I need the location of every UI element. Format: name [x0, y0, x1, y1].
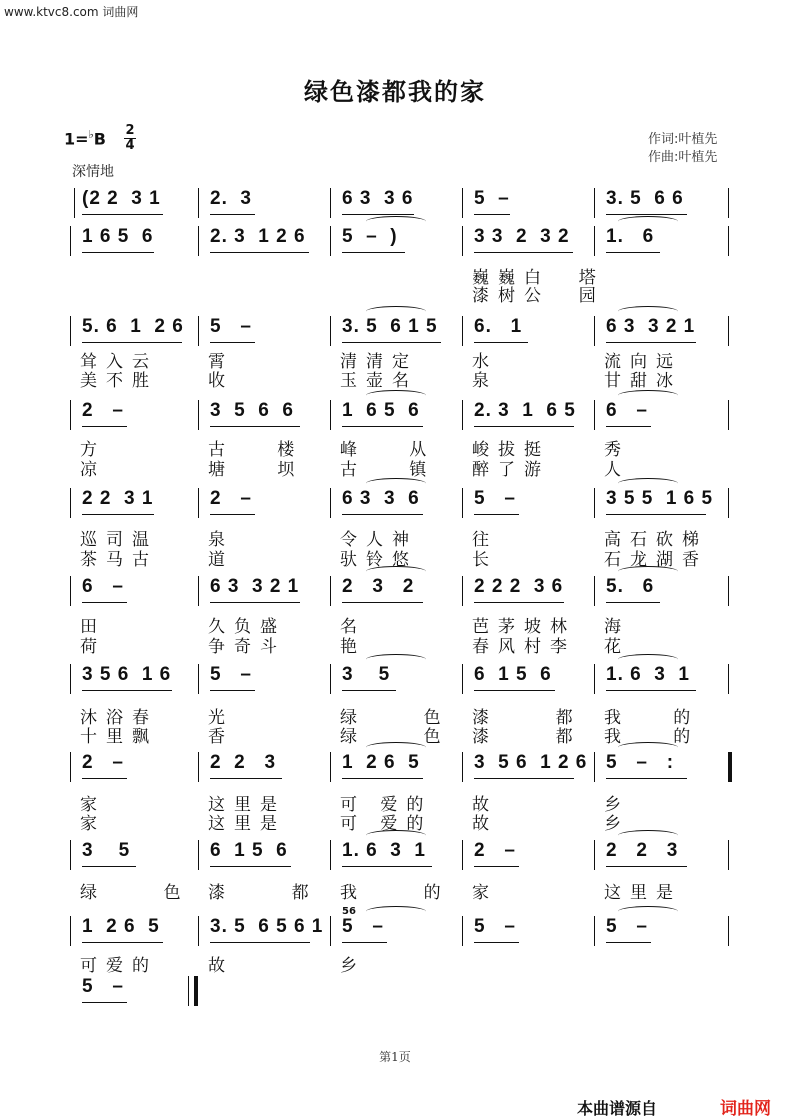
bar-line — [198, 226, 199, 256]
lyric-text: 我 的 — [604, 708, 700, 728]
bar-line — [70, 916, 71, 946]
lyric-text: 这里是 — [208, 814, 286, 834]
measure-notes: 6 3 3 6 — [342, 188, 414, 209]
measure-notes: (2 2 3 1 — [82, 188, 161, 209]
lyric-text: 花 — [604, 637, 630, 657]
beam-line — [82, 342, 182, 343]
bar-line — [198, 188, 199, 218]
lyric-text: 古 镇 — [340, 460, 436, 480]
bar-line — [728, 188, 729, 218]
bar-line — [594, 916, 595, 946]
measure-notes: 5 – : — [606, 752, 675, 773]
beam-line — [606, 514, 706, 515]
meter-bottom: 4 — [125, 138, 135, 153]
lyric-text: 争奇斗 — [208, 637, 286, 657]
measure-notes: 2. 3 1 2 6 — [210, 226, 306, 247]
beam-line — [342, 214, 414, 215]
lyric-text: 故 — [472, 795, 498, 815]
lyric-text: 漆树公 园 — [472, 286, 605, 306]
bar-line — [462, 664, 463, 694]
lyric-text: 乡 — [340, 956, 366, 976]
measure-notes: 1 2 6 5 — [82, 916, 160, 937]
measure-notes: 5 – — [474, 488, 516, 509]
page-number: 第1页 — [379, 1050, 411, 1064]
beam-line — [210, 866, 291, 867]
lyric-text: 漆 都 — [472, 727, 582, 747]
staff-row — [62, 312, 732, 348]
beam-line — [606, 866, 687, 867]
slur-mark — [366, 216, 426, 227]
measure-notes: 5 – — [210, 316, 252, 337]
beam-line — [474, 690, 555, 691]
measure-notes: 6 3 3 2 1 — [210, 576, 300, 597]
beam-line — [474, 342, 528, 343]
beam-line — [342, 514, 423, 515]
bar-line — [728, 316, 729, 346]
lyric-text: 家 — [80, 795, 106, 815]
lyric-text: 香 — [208, 727, 234, 747]
measure-notes: 5. 6 — [606, 576, 655, 597]
beam-line — [342, 866, 432, 867]
measure-notes: 2 – — [82, 752, 124, 773]
measure-notes: 1. 6 3 1 — [606, 664, 690, 685]
lyric-text: 泉 — [472, 371, 498, 391]
lyric-text: 流向远 — [604, 352, 682, 372]
final-bar-line — [188, 976, 189, 1006]
measure-notes: 2 2 3 1 — [82, 488, 154, 509]
measure-notes: 2 3 2 — [342, 576, 415, 597]
bar-line — [594, 488, 595, 518]
key-prefix: 1= — [64, 129, 89, 149]
bar-line — [594, 576, 595, 606]
measure-notes: 1 6 5 6 — [82, 226, 154, 247]
bar-line — [594, 400, 595, 430]
bar-line — [462, 226, 463, 256]
bar-line — [330, 226, 331, 256]
bar-line — [198, 752, 199, 782]
beam-line — [474, 514, 519, 515]
bar-line — [330, 316, 331, 346]
lyric-text: 醉了游 — [472, 460, 550, 480]
source-label: 本曲谱源自 — [577, 1099, 658, 1118]
key-note: B — [93, 129, 106, 149]
beam-line — [210, 214, 255, 215]
measure-notes: 6 – — [82, 576, 124, 597]
lyric-text: 乡 — [604, 814, 630, 834]
measure-notes: 2 2 3 — [606, 840, 679, 861]
lyric-text: 水 — [472, 352, 498, 372]
beam-line — [210, 252, 309, 253]
measure-notes: 5 – — [210, 664, 252, 685]
lyric-text: 石龙湖香 — [604, 550, 708, 570]
bar-line — [198, 664, 199, 694]
flat-sign: ♭ — [88, 128, 94, 141]
measure-notes: 6 3 3 2 1 — [606, 316, 696, 337]
staff-row — [62, 748, 732, 784]
lyric-text: 玉壶名 — [340, 371, 418, 391]
measure-notes: 5 – — [474, 916, 516, 937]
bar-line — [462, 316, 463, 346]
lyric-text: 田 — [80, 617, 106, 637]
staff-row — [62, 572, 732, 608]
bar-line — [198, 840, 199, 870]
lyric-text: 古 楼 — [208, 440, 304, 460]
measure-notes: 3 5 — [82, 840, 131, 861]
expression-mark: 深情地 — [72, 164, 114, 180]
measure-notes: 6 1 5 6 — [210, 840, 288, 861]
lyric-text: 人 — [604, 460, 630, 480]
lyric-text: 绿 色 — [340, 727, 450, 747]
staff-row — [62, 660, 732, 696]
bar-line — [74, 188, 75, 218]
slur-mark — [618, 390, 678, 401]
lyric-text: 春风村李 — [472, 637, 576, 657]
bar-line — [330, 188, 331, 218]
lyric-text: 耸入云 — [80, 352, 158, 372]
bar-line — [462, 400, 463, 430]
lyric-text: 令人神 — [340, 530, 418, 550]
beam-line — [82, 1002, 127, 1003]
lyric-text: 我 的 — [604, 727, 700, 747]
bar-line — [594, 840, 595, 870]
bar-line — [198, 576, 199, 606]
measure-notes: 1 6 5 6 — [342, 400, 420, 421]
bar-line — [330, 576, 331, 606]
lyric-text: 乡 — [604, 795, 630, 815]
beam-line — [82, 514, 154, 515]
measure-notes: 6 1 5 6 — [474, 664, 552, 685]
bar-line — [594, 752, 595, 782]
lyric-text: 漆 都 — [472, 708, 582, 728]
site-logo[interactable]: 词曲网 — [720, 1099, 771, 1119]
beam-line — [474, 942, 519, 943]
lyric-text: 绿 色 — [80, 883, 190, 903]
staff-row — [62, 836, 732, 872]
lyric-text: 海 — [604, 617, 630, 637]
slur-mark — [366, 390, 426, 401]
measure-notes: 6. 1 — [474, 316, 523, 337]
measure-notes: 3. 5 6 1 5 — [342, 316, 438, 337]
lyric-text: 方 — [80, 440, 106, 460]
beam-line — [606, 778, 687, 779]
lyric-text: 清清定 — [340, 352, 418, 372]
lyric-text: 巡司温 — [80, 530, 158, 550]
beam-line — [342, 602, 423, 603]
lyric-text: 芭茅坡林 — [472, 617, 576, 637]
measure-notes: 3. 5 6 5 6 1 — [210, 916, 324, 937]
measure-notes: 3 5 5 1 6 5 — [606, 488, 714, 509]
staff-row — [62, 906, 732, 948]
measure-notes: 1 2 6 5 — [342, 752, 420, 773]
bar-line — [198, 488, 199, 518]
lyric-text: 十里飘 — [80, 727, 158, 747]
measure-notes: 2 – — [210, 488, 252, 509]
bar-line — [70, 576, 71, 606]
beam-line — [210, 602, 300, 603]
bar-line — [462, 752, 463, 782]
bar-line — [194, 976, 198, 1006]
beam-line — [606, 942, 651, 943]
measure-notes: 3 5 6 1 6 — [82, 664, 172, 685]
bar-line — [462, 488, 463, 518]
bar-line — [330, 488, 331, 518]
slur-mark — [366, 306, 426, 317]
bar-line — [728, 840, 729, 870]
bar-line — [70, 752, 71, 782]
bar-line — [330, 916, 331, 946]
bar-line — [728, 400, 729, 430]
lyric-text: 绿 色 — [340, 708, 450, 728]
lyric-text: 家 — [472, 883, 498, 903]
lyric-text: 泉 — [208, 530, 234, 550]
bar-line — [198, 316, 199, 346]
lyric-text: 家 — [80, 814, 106, 834]
beam-line — [82, 214, 163, 215]
beam-line — [342, 252, 405, 253]
measure-notes: 1. 6 3 1 — [342, 840, 426, 861]
measure-notes: 5 – — [606, 916, 648, 937]
measure-notes: 1. 6 — [606, 226, 655, 247]
bar-line — [330, 664, 331, 694]
lyric-text: 光 — [208, 708, 234, 728]
measure-notes: 5 – — [474, 188, 510, 209]
bar-line — [594, 188, 595, 218]
beam-line — [342, 342, 441, 343]
beam-line — [82, 866, 136, 867]
bar-line — [728, 226, 729, 256]
lyric-text: 高石砍梯 — [604, 530, 708, 550]
lyric-text: 荷 — [80, 637, 106, 657]
measure-notes: 6 – — [606, 400, 648, 421]
slur-mark — [366, 906, 426, 917]
bar-line — [594, 316, 595, 346]
measure-notes: 3 5 — [342, 664, 391, 685]
lyric-text: 艳 — [340, 637, 366, 657]
staff-row — [62, 396, 732, 432]
lyric-text: 道 — [208, 550, 234, 570]
lyric-text: 霄 — [208, 352, 234, 372]
bar-line — [728, 488, 729, 518]
bar-line — [70, 488, 71, 518]
beam-line — [342, 778, 423, 779]
lyric-text: 可 爱的 — [340, 795, 433, 815]
song-title: 绿色漆都我的家 — [304, 78, 486, 106]
lyric-text: 这里是 — [208, 795, 286, 815]
lyric-text: 峰 从 — [340, 440, 436, 460]
meter-top: 2 — [125, 123, 135, 138]
measure-notes: 2 2 3 — [210, 752, 277, 773]
bar-line — [198, 400, 199, 430]
measure-notes: 2. 3 — [210, 188, 252, 209]
bar-line — [462, 840, 463, 870]
composer-credit: 作曲:叶植先 — [648, 150, 718, 165]
beam-line — [82, 690, 172, 691]
bar-line — [594, 664, 595, 694]
lyric-text: 久负盛 — [208, 617, 286, 637]
key-signature — [64, 128, 106, 148]
lyric-text: 巍巍白 塔 — [472, 268, 605, 288]
measure-notes: 5 – — [342, 916, 384, 937]
lyric-text: 峻拔挺 — [472, 440, 550, 460]
slur-mark — [618, 306, 678, 317]
beam-line — [474, 214, 510, 215]
measure-notes: 6 3 3 6 — [342, 488, 420, 509]
beam-line — [210, 942, 310, 943]
lyric-text: 往 — [472, 530, 498, 550]
lyric-text: 名 — [340, 617, 366, 637]
bar-line — [70, 226, 71, 256]
lyric-text: 驮铃悠 — [340, 550, 418, 570]
measure-notes: 3 5 6 1 2 6 — [474, 752, 588, 773]
measure-notes: 2 2 2 3 6 — [474, 576, 564, 597]
measure-notes: 3. 5 6 6 — [606, 188, 684, 209]
site-url[interactable]: www.ktvc8.com 词曲网 — [4, 5, 139, 19]
beam-line — [342, 942, 387, 943]
grace-notes: 56 — [342, 906, 356, 917]
measure-notes: 5 – — [82, 976, 124, 997]
beam-line — [606, 426, 651, 427]
lyric-text: 甘甜冰 — [604, 371, 682, 391]
bar-line — [330, 752, 331, 782]
beam-line — [474, 778, 574, 779]
lyric-text: 茶马古 — [80, 550, 158, 570]
measure-notes: 2. 3 1 6 5 — [474, 400, 576, 421]
lyric-text: 沐浴春 — [80, 708, 158, 728]
beam-line — [606, 602, 660, 603]
slur-mark — [618, 216, 678, 227]
bar-line — [330, 400, 331, 430]
beam-line — [606, 214, 687, 215]
beam-line — [606, 690, 696, 691]
lyric-text: 我 的 — [340, 883, 450, 903]
bar-line — [462, 188, 463, 218]
beam-line — [474, 602, 564, 603]
bar-line — [70, 664, 71, 694]
beam-line — [82, 602, 127, 603]
lyric-text: 可爱的 — [80, 956, 158, 976]
beam-line — [82, 942, 163, 943]
beam-line — [82, 252, 154, 253]
bar-line — [198, 916, 199, 946]
lyric-text: 故 — [472, 814, 498, 834]
lyric-text: 可 爱的 — [340, 814, 433, 834]
beam-line — [210, 426, 300, 427]
measure-notes: 2 – — [82, 400, 124, 421]
lyric-text: 美不胜 — [80, 371, 158, 391]
beam-line — [606, 342, 696, 343]
lyric-text: 塘 坝 — [208, 460, 304, 480]
measure-notes: 2 – — [474, 840, 516, 861]
measure-notes: 5 – ) — [342, 226, 398, 247]
bar-line — [728, 664, 729, 694]
bar-line — [70, 316, 71, 346]
bar-line — [462, 576, 463, 606]
beam-line — [606, 252, 660, 253]
time-signature — [124, 124, 136, 153]
lyric-text: 漆 都 — [208, 883, 318, 903]
lyric-text: 长 — [472, 550, 498, 570]
bar-line — [70, 840, 71, 870]
lyricist-credit: 作词:叶植先 — [648, 132, 718, 147]
beam-line — [342, 426, 423, 427]
staff-row — [62, 184, 732, 220]
lyric-text: 凉 — [80, 460, 106, 480]
bar-line — [462, 916, 463, 946]
beam-line — [474, 426, 574, 427]
slur-mark — [618, 906, 678, 917]
measure-notes: 5. 6 1 2 6 — [82, 316, 184, 337]
bar-line — [728, 916, 729, 946]
beam-line — [82, 778, 127, 779]
beam-line — [342, 690, 396, 691]
measure-notes: 3 5 6 6 — [210, 400, 294, 421]
lyric-text: 秀 — [604, 440, 630, 460]
lyric-text: 这里是 — [604, 883, 682, 903]
bar-line — [70, 400, 71, 430]
beam-line — [210, 778, 282, 779]
beam-line — [82, 426, 127, 427]
measure-notes: 3 3 2 3 2 — [474, 226, 570, 247]
bar-line — [728, 576, 729, 606]
staff-row — [62, 222, 732, 258]
bar-line — [594, 226, 595, 256]
beam-line — [474, 252, 573, 253]
beam-line — [474, 866, 519, 867]
slur-mark — [366, 654, 426, 665]
beam-line — [210, 690, 255, 691]
bar-line — [728, 752, 732, 782]
lyric-text: 故 — [208, 956, 234, 976]
lyric-text: 收 — [208, 371, 234, 391]
staff-row — [62, 484, 732, 520]
beam-line — [210, 342, 255, 343]
staff-row — [62, 972, 732, 1008]
bar-line — [330, 840, 331, 870]
beam-line — [210, 514, 255, 515]
